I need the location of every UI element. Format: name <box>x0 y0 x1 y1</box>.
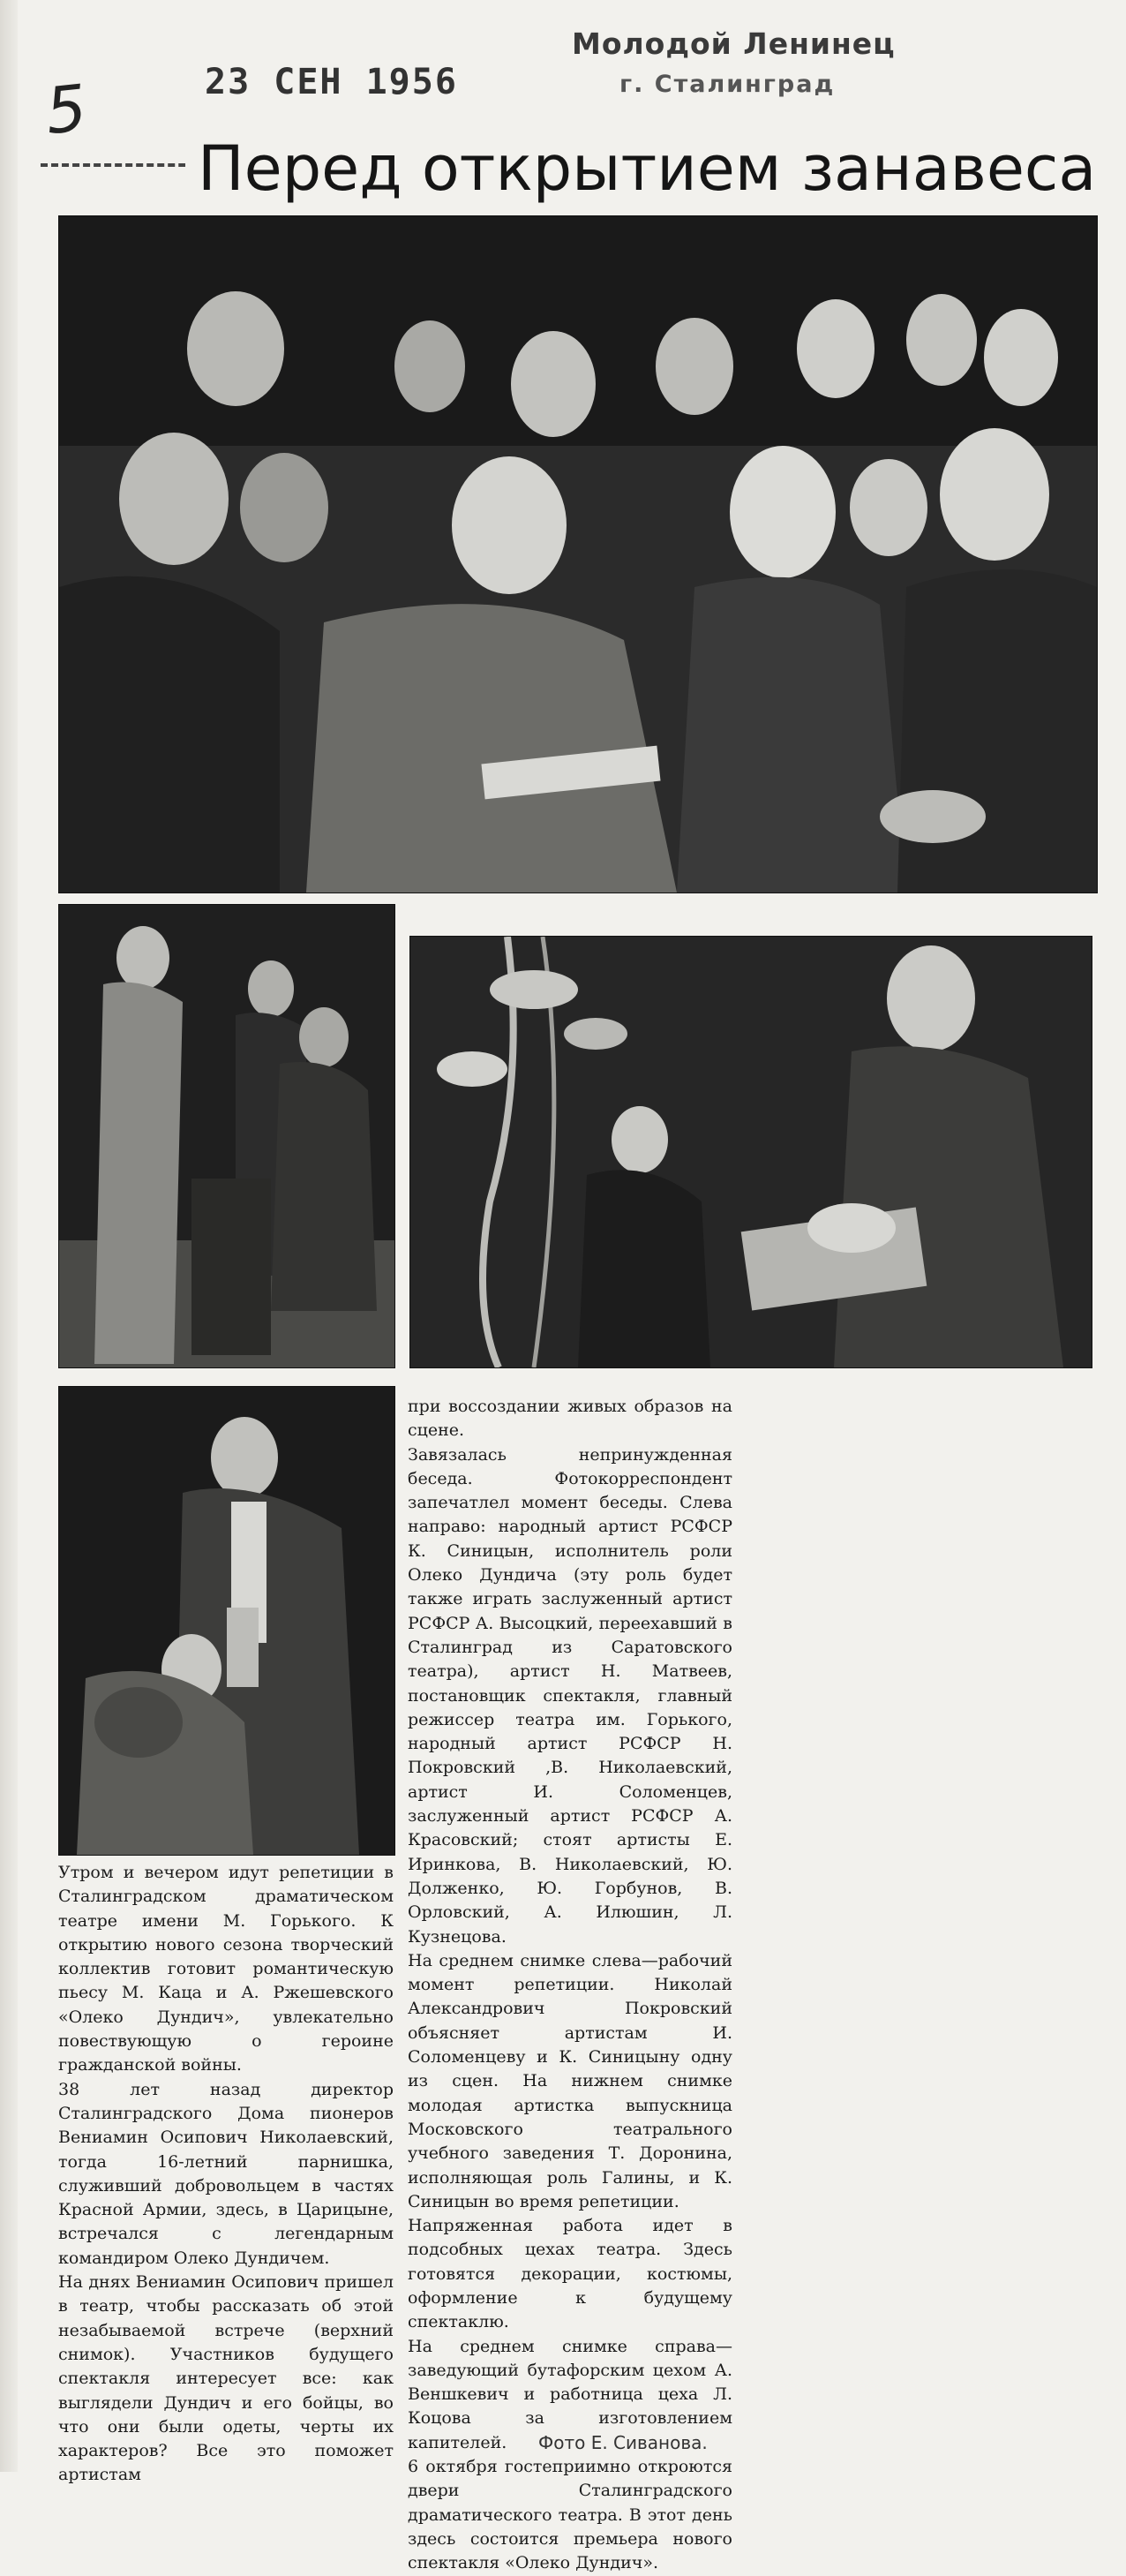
photo-credit: Фото Е. Сиванова. <box>538 2432 708 2453</box>
date-stamp: 23 СЕН 1956 <box>205 62 458 102</box>
city-stamp: г. Сталинград <box>619 71 836 98</box>
workshop-photo <box>409 936 1092 1368</box>
clipping-edge <box>0 0 18 2472</box>
actors-photo <box>58 1386 395 1856</box>
newspaper-name-stamp: Молодой Ленинец <box>572 26 896 61</box>
handwritten-page-number: 5 <box>41 70 91 149</box>
rehearsal-photo <box>58 904 395 1368</box>
group-photo <box>58 215 1098 893</box>
headline: Перед открытием занавеса <box>185 132 1108 205</box>
article-column-right: при воссоздании живых образов на сцене. Завязалась непринужденная беседа. Фотокорреспондент запечатлел момент беседы. Слева направо: народный артист РСФСР К. Синицын, исполнитель роли Олеко Дундича (эту роль будет также играть заслуженный артист РСФСР А. Высоцкий, переехавший в Сталинград из Саратовского театра), артист Н. Матвеев, постановщик спектакля, главный режиссер театра им. Горького, народный артист РСФСР Н. Покровский ,В. Николаевский, артист И. Соломенцев, заслуженный артист РСФСР А. Красовский; стоят артисты Е. Иринкова, В. Николаевский, Ю. Долженко, Ю. Горбунов, В. Орловский, А. Илюшин, Л. Кузнецова. На среднем снимке слева—рабочий момент репетиции. Николай Александрович Покровский объясняет артистам И. Соломенцеву и К. Синицыну одну из сцен. На нижнем снимке молодая артистка выпускница Московского театрального учебного заведения Т. Доронина, исполняющая роль Галины, и К. Синицын во время репетиции. Напряженная работа идет в подсобных цехах театра. Здесь готовятся декорации, костюмы, оформление к будущему спектаклю. На среднем снимке справа—заведующий бутафорским цехом А. Веншкевич и работница цеха Л. Коцова за изготовлением капителей. 6 октября гостеприимно откроются двери Сталинградского драматического театра. В этот день здесь состоится премьера нового спектакля «Олеко Дундич». <box>408 1397 732 2573</box>
article-column-left: Утром и вечером идут репетиции в Сталинградском драматическом театре имени М. Горького. К открытию нового сезона творческий коллектив готовит романтическую пьесу М. Каца и А. Ржешевского «Олеко Дундич», увлекательно повествующую о героине гражданской войны. 38 лет назад директор Сталинградского Дома пионеров Вениамин Осипович Николаевский, тогда 16-летний парнишка, служивший добровольцем в частях Красной Армии, здесь, в Царицыне, встречался с легендарным командиром Олеко Дундичем. На днях Вениамин Осипович пришел в театр, чтобы рассказать об этой незабываемой встрече (верхний снимок). Участников будущего спектакля интересует все: как выглядели Дундич и его бойцы, во что они были одеты, черты их характеров? Все это поможет артистам <box>58 1863 394 2485</box>
